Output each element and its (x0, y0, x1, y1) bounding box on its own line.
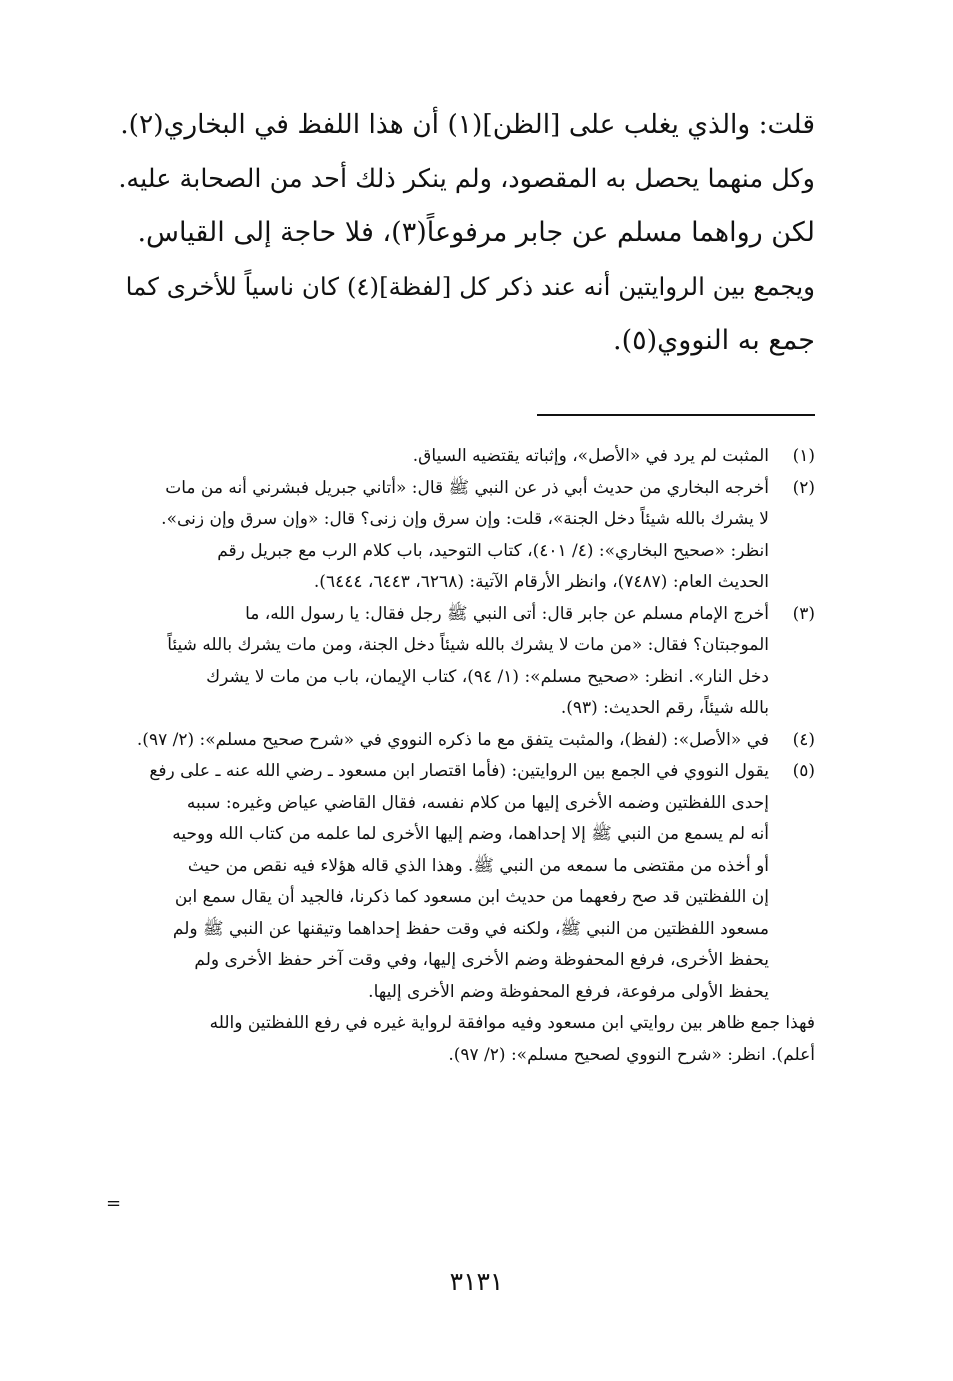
footnote-line: يحفظ الأخرى، فرفع المحفوظة وضم الأخرى إليها، وفي وقت آخر حفظ الأخرى ولم (194, 950, 769, 970)
main-text-line: قلت: والذي يغلب على [الظن](١) أن هذا اللفظ في البخاري(٢). (120, 109, 815, 140)
footnote-3 (125, 599, 815, 725)
footnote-number: (٢) (792, 477, 815, 498)
footnote-line: المثبت لم يرد في «الأصل»، وإثباته يقتضيه السياق. (412, 446, 769, 466)
footnote-line: أخرج الإمام مسلم عن جابر قال: أتى النبي ﷺ رجل فقال: يا رسول الله، ما (245, 603, 769, 624)
footnote-line: لا يشرك بالله شيئاً دخل الجنة»، قلت: وإن سرق وإن زنى؟ قال: «وإن سرق وإن زنى». (161, 509, 769, 529)
footnote-line: الموجبتان؟ فقال: «من مات لا يشرك بالله شيئاً دخل الجنة، ومن مات يشرك بالله شيئاً (167, 635, 769, 655)
footnote-number: (٤) (792, 729, 815, 750)
footnotes (125, 441, 815, 1071)
footnote-number: (١) (792, 446, 815, 466)
footnote-line: بالله شيئاً، رقم الحديث: (٩٣). (560, 698, 769, 718)
main-text-line: لكن رواهما مسلم عن جابر مرفوعاً(٣)، فلا حاجة إلى القياس. (137, 217, 815, 248)
main-text-line: وكل منهما يحصل به المقصود، ولم ينكر ذلك أحد من الصحابة عليه. (118, 164, 815, 194)
footnote-line: إحدى اللفظتين وضمه الأخرى إليها من كلام نفسه، فقال القاضي عياض وغيره: سببه (186, 792, 769, 813)
footnote-1 (125, 441, 815, 473)
footnote-number: (٣) (792, 603, 815, 624)
continuation-marker: = (106, 1193, 122, 1214)
footnote-line: يقول النووي في الجمع بين الروايتين: (فأما اقتصار ابن مسعود ـ رضي الله عنه ـ على رفع (149, 761, 769, 781)
footnote-divider (537, 414, 815, 416)
main-text-line: جمع به النووي(٥). (613, 325, 815, 356)
footnote-number: (٥) (792, 761, 815, 781)
footnote-body (125, 725, 769, 757)
footnote-body (125, 756, 769, 1008)
footnote-line: أخرجه البخاري من حديث أبي ذر عن النبي ﷺ قال: «أتاني جبريل فبشرني أنه من مات (165, 477, 769, 498)
footnote-body (125, 441, 769, 473)
footnote-line: الحديث العام: (٧٤٨٧)، وانظر الأرقام الآتية: (٦٢٦٨، ٦٤٤٣، ٦٤٤٤). (313, 572, 769, 592)
footnote-5 (125, 756, 815, 1008)
main-text-line: ويجمع بين الروايتين أنه عند ذكر كل [لفظة](٤) كان ناسياً للأخرى كما (125, 272, 815, 301)
footnote-line: أنه لم يسمع من النبي ﷺ إلا إحداهما، وضم إليها الأخرى لما علمه من كتاب الله ووحيه (172, 824, 769, 844)
footnote-line: يحفظ الأولى مرفوعة، فرفع المحفوظة وضم الأخرى إليها. (368, 981, 769, 1002)
footnote-line: دخل النار». انظر: «صحيح مسلم»: (١/ ٩٤)، كتاب الإيمان، باب من مات لا يشرك (206, 666, 769, 687)
footnote-continuation-line: فهذا جمع ظاهر بين روايتي ابن مسعود وفيه موافقة لرواية غيره في رفع اللفظتين والله (209, 1013, 815, 1033)
footnote-line: في «الأصل»: (لفظ)، والمثبت يتفق مع ما ذكره النووي في «شرح صحيح مسلم»: (٢/ ٩٧). (136, 729, 769, 750)
footnote-line: إن اللفظتين قد صح رفعهما من حديث ابن مسعود كما ذكرنا، فالجيد أن يقال سمع ابن (174, 887, 769, 907)
page-number: ٣١٣١ (449, 1267, 504, 1296)
footnote-line: أو أخذه من مقتضى ما سمعه من النبي ﷺ. وهذا الذي قاله هؤلاء فيه نقص من حيث (187, 855, 769, 876)
footnote-4 (125, 725, 815, 757)
footnote-line: مسعود اللفظتين من النبي ﷺ، ولكنه في وقت حفظ إحداهما وتيقنها عن النبي ﷺ ولم (172, 918, 769, 939)
footnote-body (125, 599, 769, 725)
footnote-continuation-line: أعلم). انظر: «شرح النووي لصحيح مسلم»: (٢/ ٩٧). (448, 1044, 815, 1065)
footnote-line: انظر: «صحيح البخاري»: (٤/ ٤٠١)، كتاب التوحيد، باب كلام الرب مع جبريل رقم (217, 540, 769, 561)
main-text (115, 98, 815, 368)
footnote-2 (125, 473, 815, 599)
footnote-body (125, 473, 769, 599)
